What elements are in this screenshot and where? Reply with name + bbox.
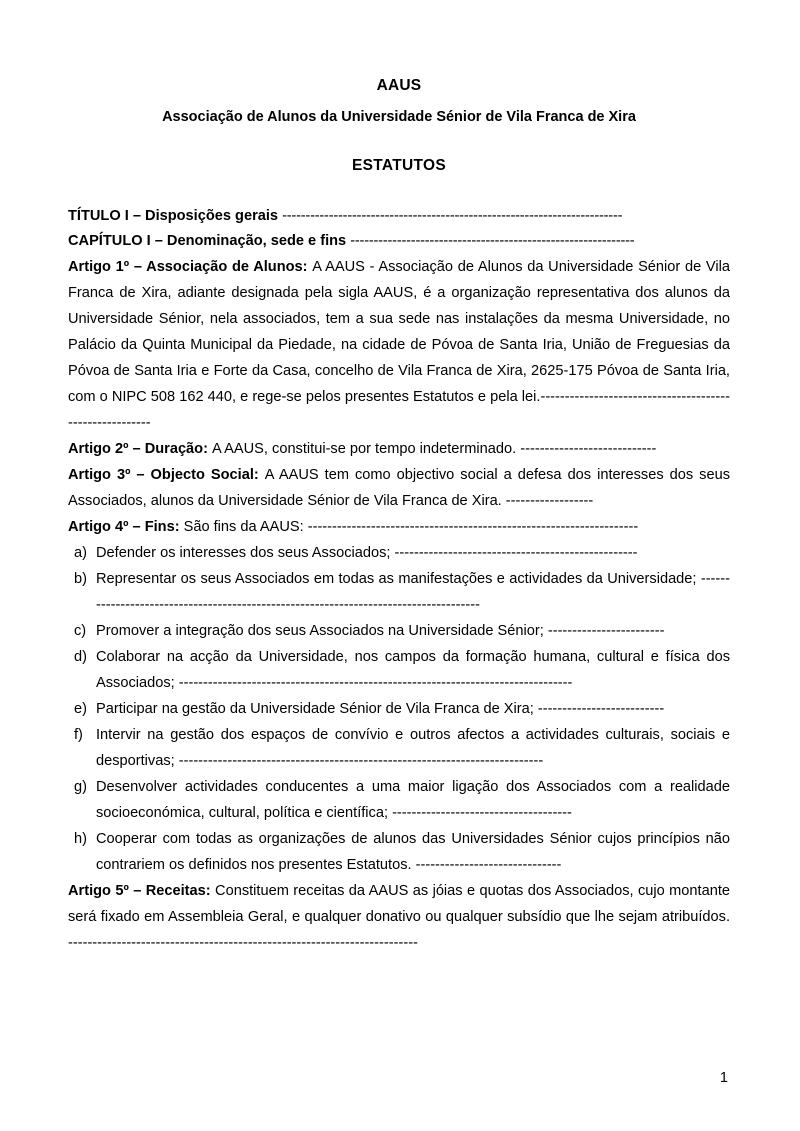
section-text: ------------------------------------------------------------------------- — [282, 207, 623, 224]
list-item-label: Representar os seus Associados em todas as manifestações e actividades da Universidade; ------------------------------------------------------------------------------------- — [96, 571, 730, 614]
section-text: São fins da AAUS: -------------------------------------------------------------------- — [183, 519, 639, 536]
list-item-label: Participar na gestão da Universidade Sénior de Vila Franca de Xira; -------------------------- — [96, 700, 665, 717]
document-body — [68, 204, 730, 957]
section-capitulo-i — [68, 229, 730, 255]
section-artigo-5 — [68, 879, 730, 957]
list-item-marker: e) — [74, 700, 87, 717]
list-item-label: Intervir na gestão dos espaços de convívio e outros afectos a actividades culturais, sociais e desportivas; --------------------------------------------------------------------------- — [96, 726, 730, 769]
list-item-marker: c) — [74, 623, 87, 639]
list-item — [68, 723, 730, 775]
section-label: Artigo 5º – Receitas: — [68, 882, 216, 899]
list-item-marker: g) — [74, 778, 87, 795]
list-item — [68, 541, 730, 567]
section-artigo-1 — [68, 255, 730, 437]
section-titulo-i — [68, 204, 730, 230]
section-label: CAPÍTULO I – Denominação, sede e fins — [68, 233, 351, 250]
list-item-marker: h) — [74, 830, 87, 847]
list-item-label: Cooperar com todas as organizações de alunos das Universidades Sénior cujos princípios não contrariem os definidos nos presentes Estatutos. ------------------------------ — [96, 830, 730, 873]
section-text: Constituem receitas da AAUS as jóias e quotas dos Associados, cujo montante será fixado em Assembleia Geral, e qualquer donativo ou qualquer subsídio que lhe sejam atribuídos. ------------------------------------------------------------------------ — [68, 882, 730, 951]
section-text: A AAUS, constitui-se por tempo indeterminado. ---------------------------- — [212, 441, 657, 458]
section-artigo-2 — [68, 437, 730, 463]
list-item — [68, 827, 730, 879]
list-item-marker: d) — [74, 648, 87, 665]
section-text: ------------------------------------------------------------- — [350, 233, 635, 250]
list-item — [68, 697, 730, 723]
list-item — [68, 567, 730, 619]
section-label: TÍTULO I – Disposições gerais — [68, 207, 283, 224]
list-item-label: Promover a integração dos seus Associados na Universidade Sénior; ------------------------ — [96, 623, 665, 639]
page-title: AAUS — [376, 77, 422, 94]
section-artigo-4 — [68, 515, 730, 541]
page-number: 1 — [719, 1069, 728, 1086]
list-item-marker: a) — [74, 545, 87, 562]
fins-list — [68, 541, 730, 879]
list-item-label: Desenvolver actividades conducentes a uma maior ligação dos Associados com a realidade socioeconómica, cultural, política e científica; ------------------------------------- — [96, 778, 730, 821]
section-label: Artigo 1º – Associação de Alunos: — [68, 259, 313, 276]
section-text: A AAUS - Associação de Alunos da Universidade Sénior de Vila Franca de Xira, adiante designada pela sigla AAUS, é a organização representativa dos alunos da Universidade Sénior, nela associados, tem a sua sede nas instalações da mesma Universidade, no Palácio da Quinta Municipal da Piedade, na cidade de Póvoa de Santa Iria, União de Freguesias da Póvoa de Santa Iria e Forte da Casa, concelho de Vila Franca de Xira, 2625-175 Póvoa de Santa Iria, com o NIPC 508 162 440, e rege-se pelos presentes Estatutos e pela lei.-------------------------------------------------------- — [68, 259, 731, 432]
list-item — [68, 645, 730, 697]
list-item-marker: b) — [74, 571, 87, 588]
list-item-marker: f) — [74, 726, 83, 743]
section-label: Artigo 4º – Fins: — [68, 519, 184, 536]
page-subtitle: Associação de Alunos da Universidade Sénior de Vila Franca de Xira — [162, 108, 636, 125]
section-label: Artigo 2º – Duração: — [68, 441, 212, 458]
list-item-label: Colaborar na acção da Universidade, nos campos da formação humana, cultural e física dos Associados; --------------------------------------------------------------------------------- — [96, 648, 730, 691]
list-item-label: Defender os interesses dos seus Associados; -------------------------------------------------- — [96, 545, 638, 562]
section-text: A AAUS tem como objectivo social a defesa dos interesses dos seus Associados, alunos da Universidade Sénior de Vila Franca de Xira. ------------------ — [68, 467, 730, 510]
list-item — [68, 775, 730, 827]
section-artigo-3 — [68, 463, 730, 515]
list-item — [68, 619, 730, 645]
document-heading: ESTATUTOS — [352, 157, 446, 174]
section-label: Artigo 3º – Objecto Social: — [68, 467, 265, 484]
